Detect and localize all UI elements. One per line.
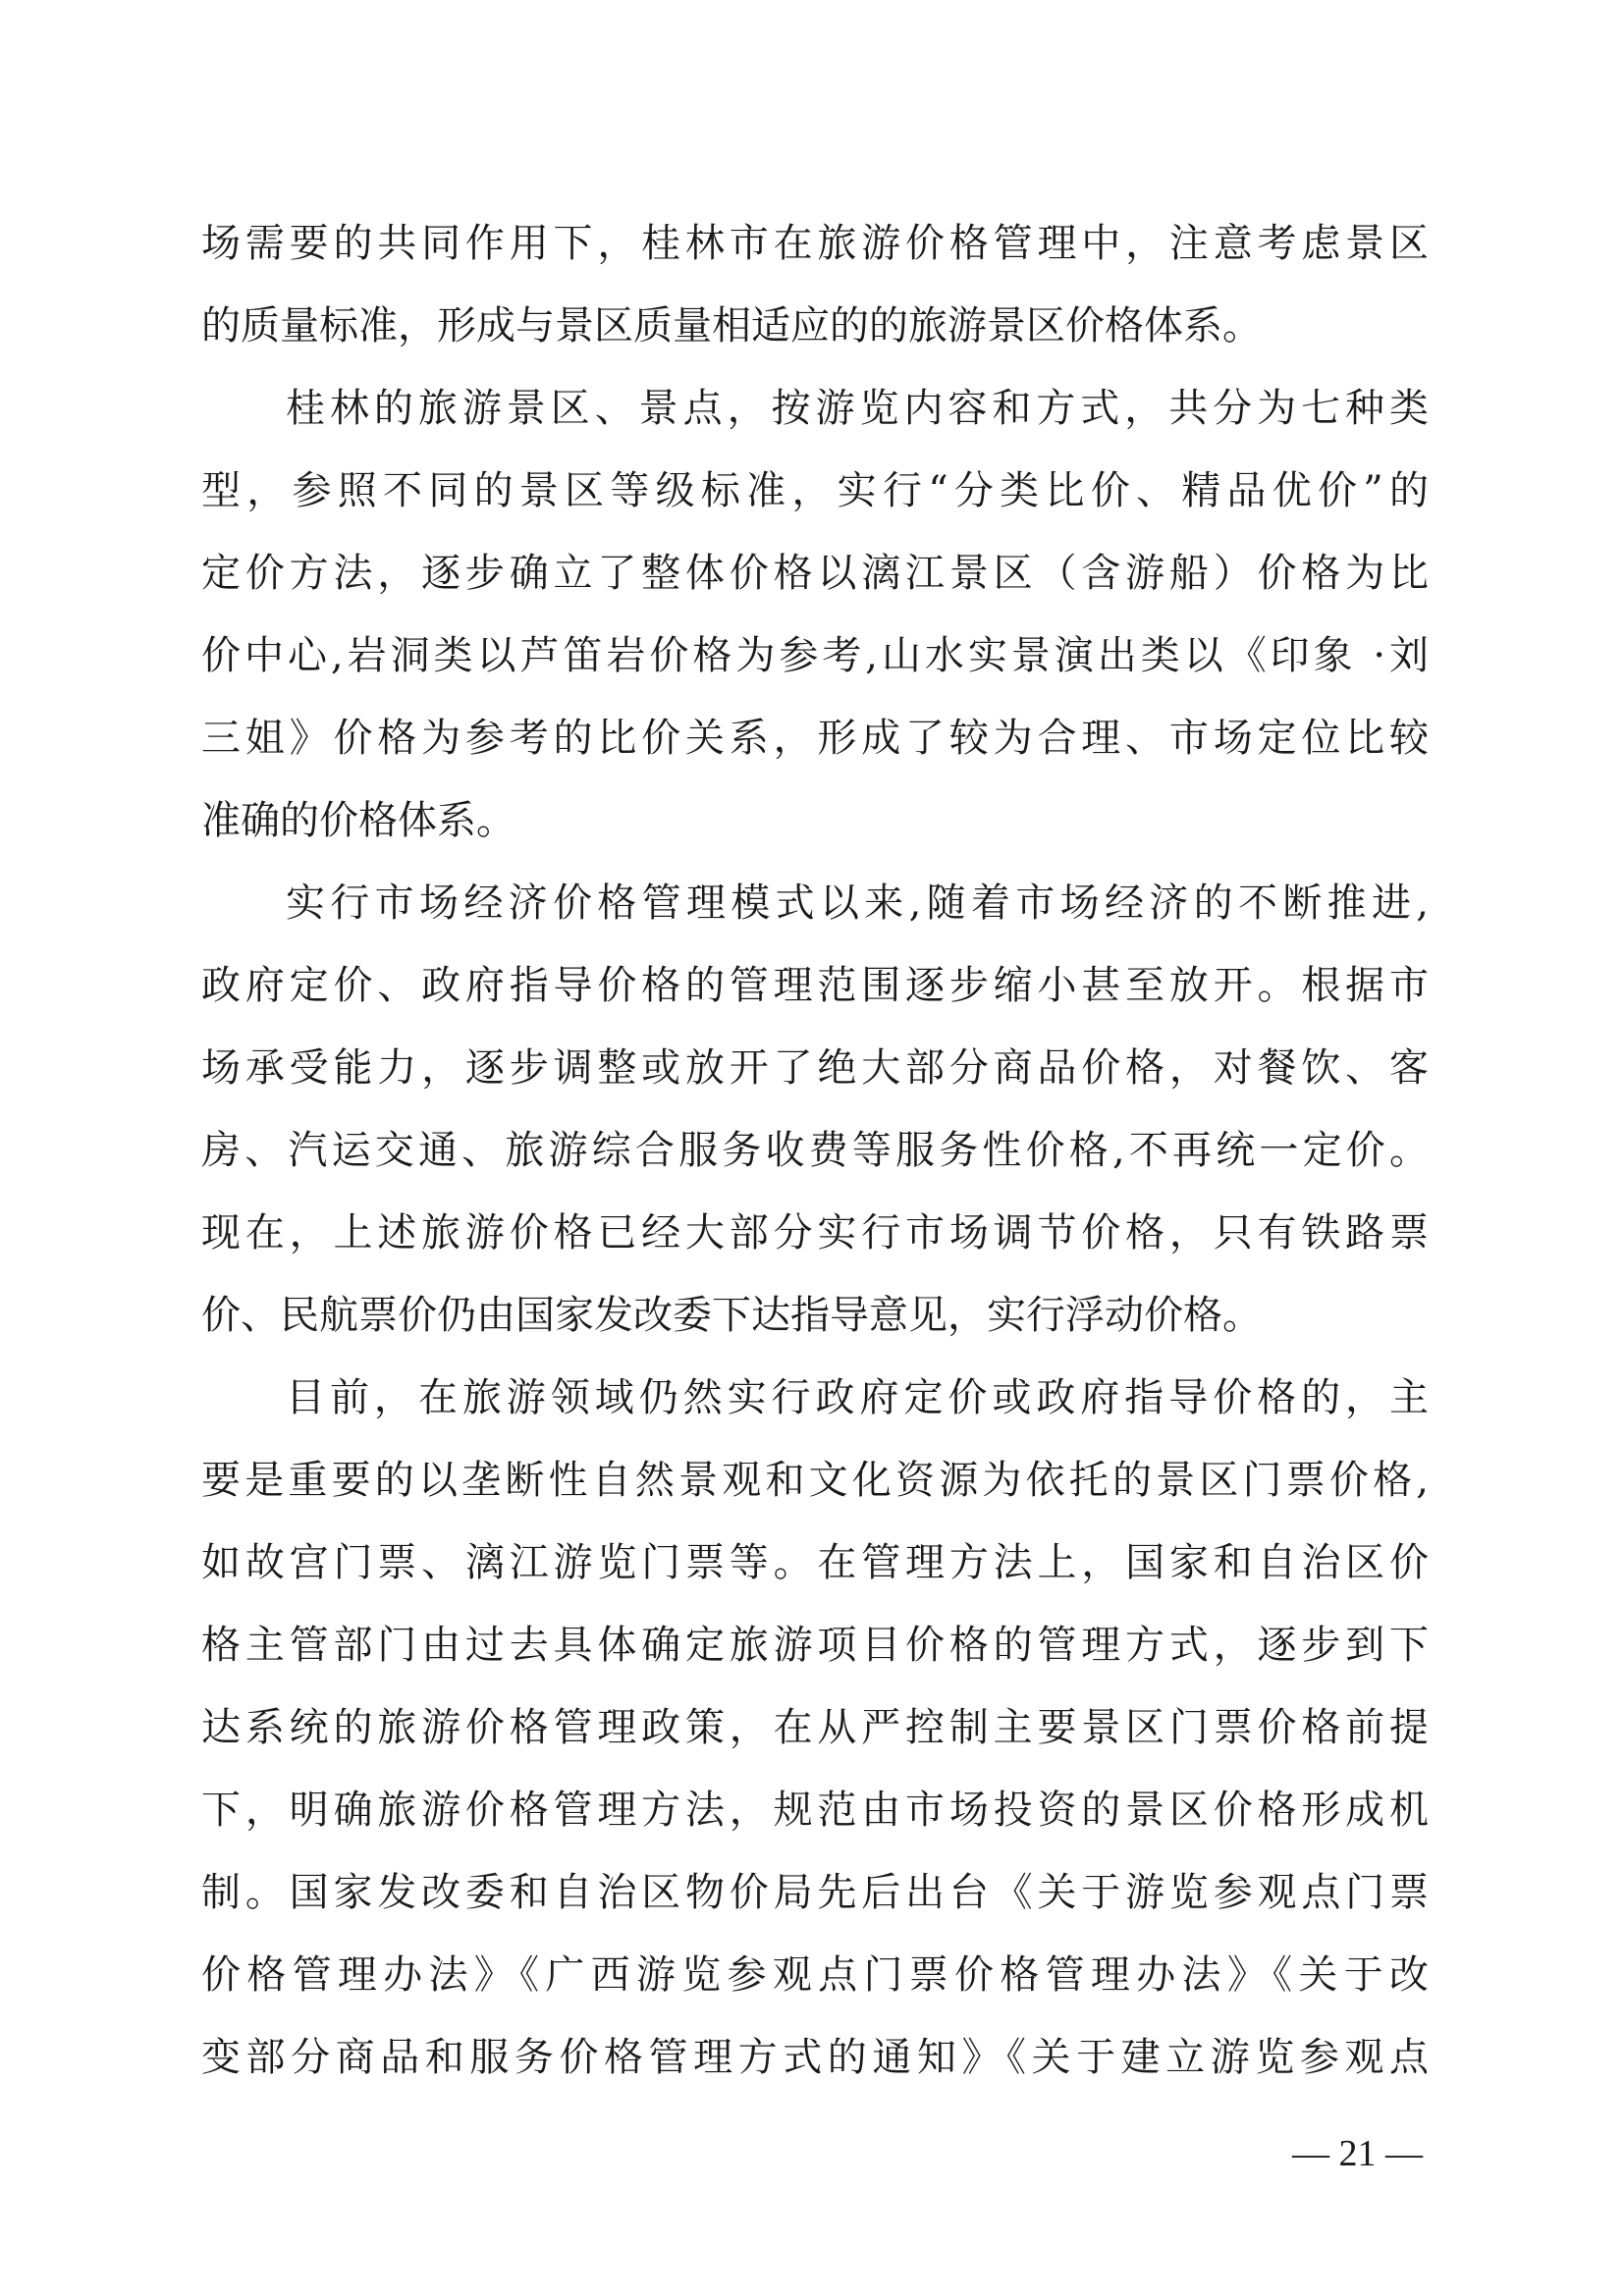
text-line: 场需要的共同作用下，桂林市在旅游价格管理中，注意考虑景区 <box>201 221 1429 266</box>
text-line: 如故宫门票、漓江游览门票等。在管理方法上，国家和自治区价 <box>201 1540 1429 1585</box>
text-line: 目前，在旅游领域仍然实行政府定价或政府指导价格的，主 <box>286 1375 1429 1420</box>
text-line: 下，明确旅游价格管理方法，规范由市场投资的景区价格形成机 <box>201 1788 1429 1833</box>
text-line: 三姐》价格为参考的比价关系，形成了较为合理、市场定位比较 <box>201 716 1429 761</box>
text-line: 桂林的旅游景区、景点，按游览内容和方式，共分为七种类 <box>286 386 1429 431</box>
text-line: 场承受能力，逐步调整或放开了绝大部分商品价格，对餐饮、客 <box>201 1045 1429 1091</box>
text-line: 格主管部门由过去具体确定旅游项目价格的管理方式，逐步到下 <box>201 1623 1429 1668</box>
text-line: 现在，上述旅游价格已经大部分实行市场调节价格，只有铁路票 <box>201 1210 1429 1255</box>
text-line: 型，参照不同的景区等级标准，实行“分类比价、精品优价”的 <box>201 468 1429 513</box>
text-line: 实行市场经济价格管理模式以来,随着市场经济的不断推进, <box>286 881 1429 926</box>
text-line: 变部分商品和服务价格管理方式的通知》《关于建立游览参观点 <box>201 2035 1429 2080</box>
text-line: 定价方法，逐步确立了整体价格以漓江景区（含游船）价格为比 <box>201 551 1429 596</box>
page-number: — 21 — <box>1292 2133 1423 2174</box>
text-line: 价中心,岩洞类以芦笛岩价格为参考,山水实景演出类以《印象 ·刘 <box>201 633 1429 678</box>
text-line: 价格管理办法》《广西游览参观点门票价格管理办法》《关于改 <box>201 1952 1429 1998</box>
text-line: 要是重要的以垄断性自然景观和文化资源为依托的景区门票价格, <box>201 1458 1429 1503</box>
text-line: 达系统的旅游价格管理政策，在从严控制主要景区门票价格前提 <box>201 1705 1429 1750</box>
text-line: 房、汽运交通、旅游综合服务收费等服务性价格,不再统一定价。 <box>201 1128 1429 1173</box>
text-line: 的质量标准，形成与景区质量相适应的的旅游景区价格体系。 <box>201 303 1262 348</box>
text-line: 制。国家发改委和自治区物价局先后出台《关于游览参观点门票 <box>201 1870 1429 1915</box>
text-line: 政府定价、政府指导价格的管理范围逐步缩小甚至放开。根据市 <box>201 963 1429 1008</box>
text-line: 准确的价格体系。 <box>201 798 515 843</box>
text-line: 价、民航票价仍由国家发改委下达指导意见，实行浮动价格。 <box>201 1293 1262 1338</box>
